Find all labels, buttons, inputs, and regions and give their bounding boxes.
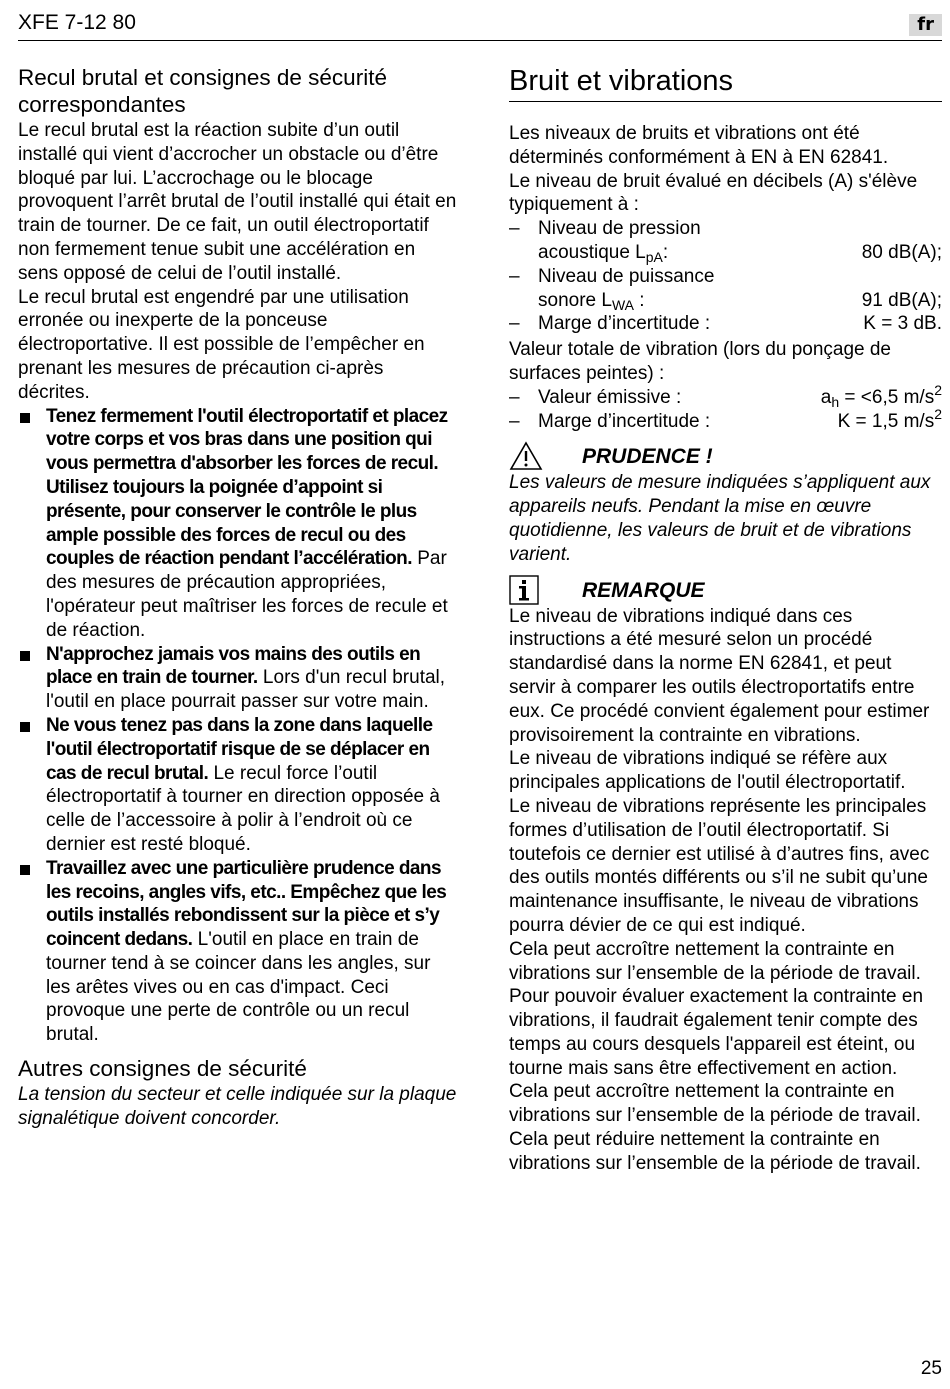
other-safety-text: La tension du secteur et celle indiquée sur la plaque signalétique doivent concorder. bbox=[18, 1084, 457, 1129]
vibration-uncertainty-row bbox=[538, 405, 942, 434]
right-column bbox=[509, 64, 942, 1176]
vibration-uncertainty-superscript: 2 bbox=[934, 405, 942, 422]
kickback-paragraph-1: Le recul brutal est la réaction subite d’un outil installé qui vient d’accrocher un obstacle ou d’être bloqué par lui. L’accrochage ou le blocage provoquent l’arrêt brutal de l’outil installé qui était en train de tourner. De ce fait, un outil électroportatif non fermement tenue subit une accélération en sens opposé de celui de l’outil installé. bbox=[18, 120, 457, 284]
other-safety-title: Autres consignes de sécurité bbox=[18, 1056, 307, 1082]
list-item bbox=[18, 405, 458, 643]
power-label bbox=[538, 289, 645, 313]
note-paragraph-4: Cela peut accroître nettement la contrainte en vibrations sur l’ensemble de la période de travail. Pour pouvoir évaluer exactement la contrainte en vibrations, il faudrait également tenir compte des temps au cours desquels l'appareil est éteint, ou tourne mais sans être effectivement en action. bbox=[509, 938, 924, 1079]
noise-level-intro: Le niveau de bruit évalué en décibels (A) s'élève typiquement à : bbox=[509, 170, 918, 216]
kickback-bullet-list bbox=[18, 405, 458, 1048]
note-paragraph-2: Le niveau de vibrations indiqué se réfère aux principales applications de l'outil électroportatif. bbox=[509, 748, 906, 794]
power-label-line-1: Niveau de puissance bbox=[538, 265, 715, 287]
note-title: REMARQUE bbox=[582, 578, 705, 602]
power-row bbox=[538, 289, 942, 313]
note-paragraph-5: Cela peut accroître nettement la contrainte en vibrations sur l’ensemble de la période de travail. Cela peut réduire nettement la contrainte en vibrations sur l’ensemble de la période de travail. bbox=[509, 1081, 921, 1174]
note-paragraph-1: Le niveau de vibrations indiqué dans ces instructions a été mesuré selon un procédé standardisé dans la norme EN 62841, et peut servir à comparer les outils électroportatifs entre eux. Ce procédé convient également pour estimer provisoirement la contrainte en vibrations. bbox=[509, 605, 930, 746]
noise-values-list bbox=[509, 217, 942, 336]
kickback-title: Recul brutal et consignes de sécurité correspondantes bbox=[18, 65, 387, 117]
page-header bbox=[18, 10, 942, 41]
noise-intro: Les niveaux de bruits et vibrations ont été déterminés conformément à EN à EN 62841. bbox=[509, 123, 889, 168]
language-badge: fr bbox=[909, 14, 942, 36]
emission-superscript: 2 bbox=[934, 381, 942, 398]
vibration-uncertainty-number: K = 1,5 m/s bbox=[837, 410, 935, 432]
power-label-text: sonore L bbox=[538, 289, 612, 311]
bullet-bold-text: Travaillez avec une particulière prudence dans les recoins, angles vifs, etc.. Empêchez que les outils installés rebondissent sur la pièce et s’y coincent dedans. bbox=[46, 857, 447, 951]
noise-vibration-title: Bruit et vibrations bbox=[509, 64, 942, 102]
vibration-values-list bbox=[509, 381, 942, 434]
dash-bullet: – bbox=[509, 386, 520, 408]
pressure-row bbox=[538, 241, 942, 265]
model-name: XFE 7-12 80 bbox=[18, 11, 136, 34]
bullet-text: L'outil en place en train de tourner tend à se coincer dans les angles, sur les arêtes vives ou en cas d'impact. Ceci provoque une perte de contrôle ou un recul brutal. bbox=[46, 929, 431, 1046]
page-number: 25 bbox=[920, 1358, 942, 1379]
emission-label: Valeur émissive : bbox=[538, 386, 682, 408]
pressure-label-text: acoustique L bbox=[538, 241, 646, 263]
vibration-intro: Valeur totale de vibration (lors du ponçage de surfaces peintes) : bbox=[509, 339, 892, 384]
caution-title: PRUDENCE ! bbox=[582, 445, 713, 469]
bullet-text: Par des mesures de précaution appropriées, l'opérateur peut maîtriser les forces de recule et de réaction. bbox=[46, 548, 448, 641]
square-bullet-icon bbox=[20, 722, 30, 732]
vibration-uncertainty-label: Marge d’incertitude : bbox=[538, 410, 711, 432]
emission-subscript: h bbox=[831, 393, 840, 410]
power-colon: : bbox=[634, 289, 645, 311]
info-icon bbox=[509, 575, 539, 605]
pressure-value: 80 dB(A); bbox=[861, 241, 942, 263]
square-bullet-icon bbox=[20, 865, 30, 875]
noise-uncertainty-row bbox=[538, 312, 942, 336]
caution-text: Les valeurs de mesure indiquées s’appliquent aux appareils neufs. Pendant la mise en œuvre quotidienne, les valeurs de bruit et de vibrations varient. bbox=[509, 472, 931, 565]
vibration-uncertainty-value bbox=[837, 405, 942, 434]
list-item bbox=[509, 405, 942, 434]
list-item bbox=[509, 381, 942, 410]
pressure-label-line-1: Niveau de pression bbox=[538, 218, 701, 240]
list-item bbox=[509, 265, 942, 313]
caution-heading bbox=[509, 445, 942, 471]
noise-uncertainty-label: Marge d’incertitude : bbox=[538, 313, 711, 335]
dash-bullet: – bbox=[509, 313, 520, 335]
list-item bbox=[18, 857, 458, 1047]
dash-bullet: – bbox=[509, 265, 520, 287]
emission-number: = <6,5 m/s bbox=[839, 386, 935, 408]
bullet-bold-text: Tenez fermement l'outil électroportatif et placez votre corps et vos bras dans une position qui vous permettra d'absorber les forces de recul. Utilisez toujours la poignée d’appoint si présente, pour conserver le contrôle le plus ample possible des forces de recul ou des couples de réaction pendant l’accélération. bbox=[46, 405, 448, 570]
dash-bullet: – bbox=[509, 218, 520, 240]
list-item bbox=[18, 643, 458, 714]
kickback-paragraph-2: Le recul brutal est engendré par une utilisation erronée ou inexperte de la ponceuse électroportative. Il est possible de l’empêcher en prenant les mesures de précaution ci-après décrites. bbox=[18, 286, 425, 403]
bullet-text: Lors d'un recul brutal, l'outil en place pourrait passer sur votre main. bbox=[46, 667, 446, 713]
square-bullet-icon bbox=[20, 413, 30, 423]
list-item bbox=[18, 714, 458, 857]
bullet-bold-text: Ne vous tenez pas dans la zone dans laquelle l'outil électroportatif risque de se déplacer en cas de recul brutal. bbox=[46, 714, 433, 784]
power-value: 91 dB(A); bbox=[861, 289, 942, 311]
bullet-text: Le recul force l’outil électroportatif à tourner en direction opposée à celle de l’accessoire à polir à l’endroit où ce dernier est resté bloqué. bbox=[46, 762, 440, 855]
noise-uncertainty-value: K = 3 dB. bbox=[863, 313, 942, 335]
list-item bbox=[509, 217, 942, 265]
warning-triangle-icon bbox=[509, 441, 543, 471]
pressure-subscript: pA bbox=[645, 248, 663, 265]
emission-row bbox=[538, 381, 942, 410]
dash-bullet: – bbox=[509, 410, 520, 432]
square-bullet-icon bbox=[20, 651, 30, 661]
pressure-colon: : bbox=[662, 241, 669, 263]
list-item bbox=[509, 312, 942, 336]
power-subscript: WA bbox=[611, 296, 634, 313]
emission-value bbox=[820, 381, 942, 410]
left-column bbox=[18, 64, 458, 1131]
pressure-label bbox=[538, 241, 668, 265]
emission-symbol: a bbox=[820, 386, 832, 408]
bullet-bold-text: N'approchez jamais vos mains des outils en place en train de tourner. bbox=[46, 643, 421, 689]
note-paragraph-3: Le niveau de vibrations représente les principales formes d’utilisation de l’outil électroportatif. Si toutefois ce dernier est utilisé à d’autres fins, avec des outils montés différents ou s’il ne subit qu’une maintenance insuffisante, le niveau de vibrations pourra dévier de ce qui est indiqué. bbox=[509, 795, 930, 936]
note-heading bbox=[509, 579, 942, 605]
